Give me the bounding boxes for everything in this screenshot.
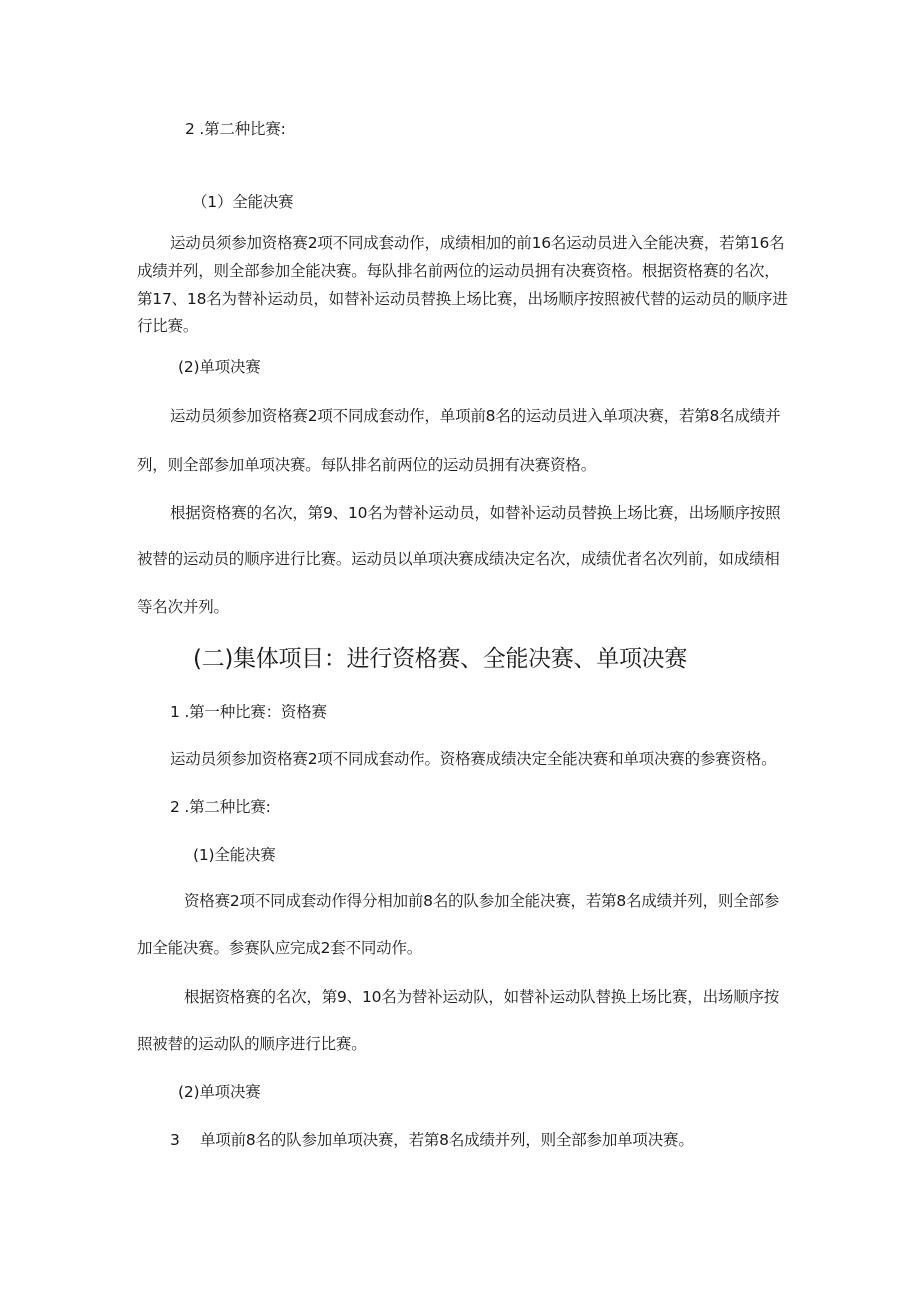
item-heading: 1 .第一种比赛：资格赛 — [170, 703, 327, 721]
paragraph-line: 运动员须参加资格赛2项不同成套动作。资格赛成绩决定全能决赛和单项决赛的参赛资格。 — [170, 750, 777, 768]
paragraph-line: 运动员须参加资格赛2项不同成套动作，成绩相加的前16名运动员进入全能决赛，若第16名 — [170, 234, 785, 252]
subsection-title: (2)单项决赛 — [178, 1083, 261, 1101]
paragraph-line: 单项前8名的队参加单项决赛，若第8名成绩并列，则全部参加单项决赛。 — [200, 1131, 694, 1149]
paragraph-line: 根据资格赛的名次，第9、10名为替补运动队，如替补运动队替换上场比赛，出场顺序按 — [184, 988, 780, 1006]
item-number: 3 — [170, 1131, 180, 1149]
paragraph-line: 被替的运动员的顺序进行比赛。运动员以单项决赛成绩决定名次，成绩优者名次列前，如成绩相 — [137, 550, 780, 568]
paragraph-line: 列，则全部参加单项决赛。每队排名前两位的运动员拥有决赛资格。 — [137, 456, 597, 474]
paragraph-line: 等名次并列。 — [137, 598, 229, 616]
paragraph-line: 加全能决赛。参赛队应完成2套不同动作。 — [137, 939, 423, 957]
paragraph-line: 成绩并列，则全部参加全能决赛。每队排名前两位的运动员拥有决赛资格。根据资格赛的名次， — [137, 262, 780, 280]
paragraph-line: 根据资格赛的名次，第9、10名为替补运动员，如替补运动员替换上场比赛，出场顺序按照 — [170, 504, 781, 522]
paragraph-line: 资格赛2项不同成套动作得分相加前8名的队参加全能决赛，若第8名成绩并列，则全部参 — [184, 892, 780, 910]
section-title: (二)集体项目：进行资格赛、全能决赛、单项决赛 — [193, 646, 688, 672]
subsection-title: (1)全能决赛 — [193, 846, 276, 864]
paragraph-line: 行比赛。 — [137, 317, 199, 335]
subsection-title: （1）全能决赛 — [192, 193, 294, 211]
paragraph-line: 照被替的运动队的顺序进行比赛。 — [137, 1035, 367, 1053]
paragraph-line: 运动员须参加资格赛2项不同成套动作，单项前8名的运动员进入单项决赛，若第8名成绩并 — [170, 407, 781, 425]
section-heading: 2 .第二种比赛: — [185, 120, 286, 138]
paragraph-line: 第17、18名为替补运动员，如替补运动员替换上场比赛，出场顺序按照被代替的运动员的顺序进 — [137, 290, 788, 308]
item-heading: 2 .第二种比赛: — [170, 798, 271, 816]
subsection-title: (2)单项决赛 — [178, 358, 261, 376]
